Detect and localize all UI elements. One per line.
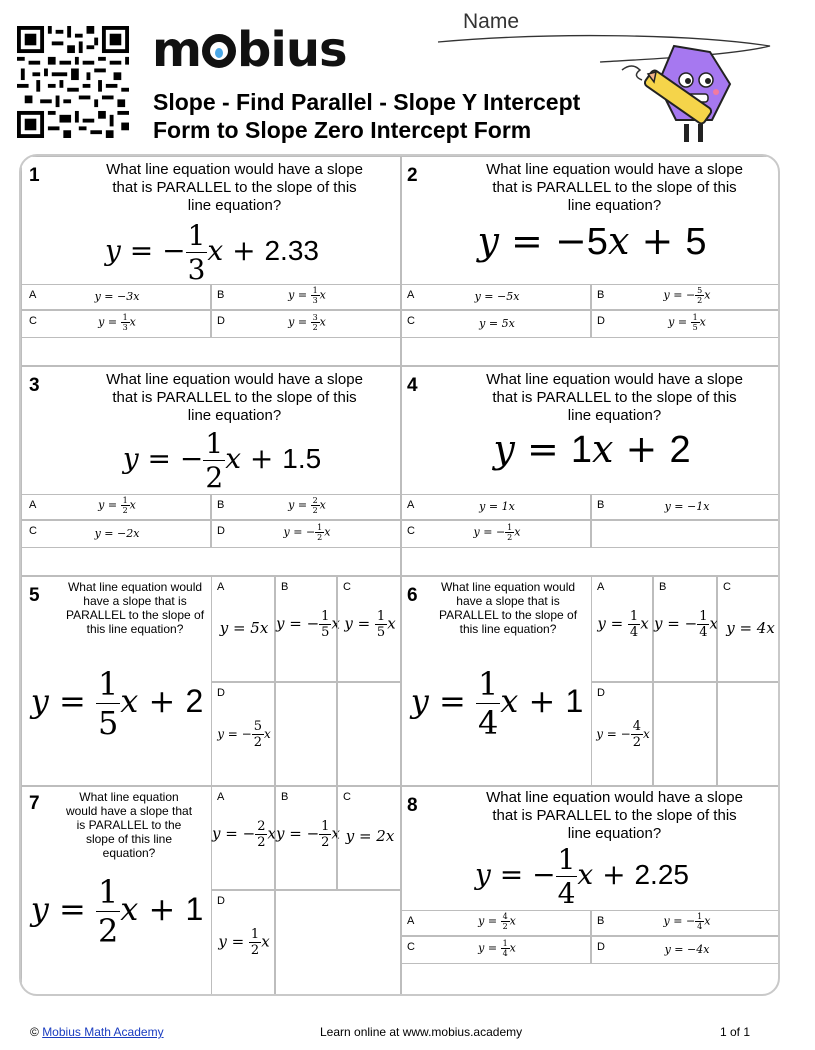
option-a[interactable]: A y = 5x	[211, 576, 275, 682]
line-equation: y = $\frac{1}{2}$ x + 1	[30, 873, 204, 950]
mobius-logo: m bius	[152, 22, 347, 78]
footer-page-number: 1 of 1	[720, 1025, 751, 1039]
option-empty	[275, 682, 337, 786]
option-d-empty	[591, 520, 780, 548]
qr-code	[16, 26, 130, 138]
option-empty	[653, 682, 717, 786]
option-d[interactable]: D y = − $\frac{1}{2}$ x	[211, 520, 401, 548]
title-line-1: Slope - Find Parallel - Slope Y Intercept	[153, 89, 581, 115]
option-c[interactable]: C y = $\frac{1}{5}$ x	[337, 576, 401, 682]
question-number: 8	[407, 795, 418, 816]
option-d[interactable]: D y = $\frac{1}{5}$ x	[591, 310, 780, 338]
line-equation: y = $\frac{1}{5}$ x + 2	[30, 665, 204, 742]
worksheet-title	[153, 88, 580, 144]
option-a[interactable]: A y = −5x	[401, 284, 591, 310]
option-c[interactable]: C y = − $\frac{1}{2}$ x	[401, 520, 591, 548]
option-c[interactable]: C y = $\frac{1}{4}$ x	[401, 936, 591, 964]
option-b[interactable]: B y = − $\frac{1}{4}$ x	[591, 910, 780, 936]
option-c[interactable]: C y = 2x	[337, 786, 401, 890]
question-number: 6	[407, 585, 418, 606]
option-empty	[337, 682, 401, 786]
question-number: 7	[29, 793, 40, 814]
question-text: What line equation would have a slope that is PARALLEL to the slope of this line equation?	[65, 790, 193, 860]
question-text: What line equation would have a slope that is PARALLEL to the slope of this line equation?	[106, 371, 363, 424]
option-empty	[717, 682, 780, 786]
option-empty	[275, 890, 401, 996]
option-d[interactable]: D y = −4x	[591, 936, 780, 964]
title-line-2: Form to Slope Zero Intercept Form	[153, 117, 532, 143]
option-d[interactable]: D y = $\frac{3}{2}$ x	[211, 310, 401, 338]
option-b[interactable]: B y = − $\frac{1}{5}$ x	[275, 576, 337, 682]
option-c[interactable]: C y = −2x	[21, 520, 211, 548]
option-c[interactable]: C y = 5x	[401, 310, 591, 338]
option-d[interactable]: D y = − $\frac{5}{2}$ x	[211, 682, 275, 786]
question-text: What line equation would have a slope that is PARALLEL to the slope of this line equation?	[65, 580, 205, 636]
question-text: What line equation would have a slope that is PARALLEL to the slope of this line equation?	[486, 371, 743, 424]
footer-learn-online: Learn online at www.mobius.academy	[320, 1025, 523, 1039]
option-b[interactable]: B y = − $\frac{5}{2}$ x	[591, 284, 780, 310]
option-c[interactable]: C y = 4x	[717, 576, 780, 682]
mobius-academy-link[interactable]: Mobius Math Academy	[42, 1025, 164, 1039]
question-number: 4	[407, 375, 418, 396]
option-a[interactable]: A y = −3x	[21, 284, 211, 310]
line-equation: y = − $\frac{1}{2}$ x + 1.5	[122, 427, 322, 494]
option-b[interactable]: B y = − $\frac{1}{4}$ x	[653, 576, 717, 682]
option-c[interactable]: C y = $\frac{1}{3}$ x	[21, 310, 211, 338]
question-text: What line equation would have a slope that is PARALLEL to the slope of this line equation?	[486, 789, 743, 842]
option-d[interactable]: D y = $\frac{1}{2}$ x	[211, 890, 275, 996]
question-number: 2	[407, 165, 418, 186]
line-equation: y = −5x + 5	[477, 219, 707, 263]
option-b[interactable]: B y = $\frac{2}{2}$ x	[211, 494, 401, 520]
question-number: 1	[29, 165, 40, 186]
name-label: Name	[463, 10, 520, 33]
mascot-illustration	[612, 40, 752, 150]
line-equation: y = 1x + 2	[493, 427, 691, 471]
option-d[interactable]: D y = − $\frac{4}{2}$ x	[591, 682, 653, 786]
option-b[interactable]: B y = −1x	[591, 494, 780, 520]
line-equation: y = − $\frac{1}{3}$ x + 2.33	[105, 219, 319, 286]
question-8	[401, 786, 780, 996]
option-b[interactable]: B y = $\frac{1}{3}$ x	[211, 284, 401, 310]
question-text: What line equation would have a slope that is PARALLEL to the slope of this line equation?	[106, 161, 363, 214]
footer-copyright: © Mobius Math Academy	[30, 1025, 164, 1039]
question-text: What line equation would have a slope that is PARALLEL to the slope of this line equation?	[438, 580, 578, 636]
option-a[interactable]: A y = $\frac{4}{2}$ x	[401, 910, 591, 936]
option-a[interactable]: A y = $\frac{1}{4}$ x	[591, 576, 653, 682]
option-a[interactable]: A y = $\frac{1}{2}$ x	[21, 494, 211, 520]
line-equation: y = $\frac{1}{4}$ x + 1	[410, 665, 584, 742]
option-a[interactable]: A y = − $\frac{2}{2}$ x	[211, 786, 275, 890]
question-text: What line equation would have a slope that is PARALLEL to the slope of this line equation?	[486, 161, 743, 214]
line-equation: y = − $\frac{1}{4}$ x + 2.25	[475, 843, 689, 910]
worksheet-grid	[19, 154, 780, 996]
option-b[interactable]: B y = − $\frac{1}{2}$ x	[275, 786, 337, 890]
question-number: 5	[29, 585, 40, 606]
option-a[interactable]: A y = 1x	[401, 494, 591, 520]
question-number: 3	[29, 375, 40, 396]
